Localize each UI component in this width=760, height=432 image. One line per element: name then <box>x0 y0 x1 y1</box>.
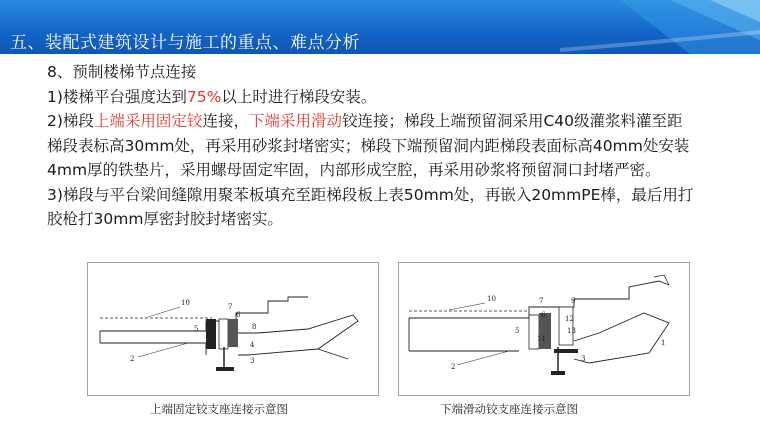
slide-title: 五、装配式建筑设计与施工的重点、难点分析 <box>10 33 360 53</box>
header-decoration <box>560 0 760 54</box>
p2-text-e: 铰连接；梯段上端预留洞采用C40级灌浆料灌至距 <box>341 112 683 130</box>
fig2-label-9: 9 <box>571 297 576 305</box>
p2-highlight-lower: 下端采用滑动 <box>248 112 342 130</box>
fig2-label-1: 1 <box>661 339 666 347</box>
p2-text-a: 2)梯段 <box>47 112 94 130</box>
fig1-label-10: 10 <box>181 299 190 307</box>
fig1-label-4: 4 <box>250 341 255 349</box>
p1-text-c: 以上时进行梯段安装。 <box>221 87 377 106</box>
fig1-label-2: 2 <box>130 355 135 363</box>
fig1-label-7: 7 <box>228 303 233 311</box>
paragraph-1 <box>47 85 737 110</box>
lower-hinge-drawing <box>399 263 689 395</box>
lower-sliding-hinge-diagram <box>398 262 690 396</box>
paragraph-2-line-2: 梯段表标高30mm处，再采用砂浆封堵密实；梯段下端预留洞内距梯段表面标高40mm处安装 <box>47 136 690 155</box>
slide-header <box>0 0 760 54</box>
figure-1-caption: 上端固定铰支座连接示意图 <box>150 402 288 416</box>
fig2-label-6: 6 <box>541 311 546 319</box>
fig2-label-12: 12 <box>565 315 574 323</box>
paragraph-3-line-2: 胶枪打30mm厚密封胶封堵密实。 <box>47 210 283 228</box>
fig2-label-3: 3 <box>581 355 586 363</box>
fig1-label-8: 8 <box>252 323 257 331</box>
upper-hinge-drawing <box>88 263 378 395</box>
p2-text-c: 连接， <box>202 112 249 130</box>
paragraph-2-line-1 <box>47 109 737 134</box>
fig2-label-2: 2 <box>451 363 456 371</box>
fig2-label-5: 5 <box>515 327 520 335</box>
fig1-label-6: 6 <box>236 311 241 319</box>
p1-highlight-percent: 75% <box>186 87 222 106</box>
figure-2-caption: 下端滑动铰支座连接示意图 <box>440 402 578 416</box>
upper-fixed-hinge-diagram <box>87 262 379 396</box>
p1-text-a: 1)楼梯平台强度达到 <box>47 87 187 106</box>
section-heading: 8、预制楼梯节点连接 <box>47 63 197 81</box>
fig2-label-13: 13 <box>567 327 576 335</box>
fig2-label-7: 7 <box>539 297 544 305</box>
p2-highlight-upper: 上端采用固定铰 <box>93 112 203 130</box>
paragraph-3-line-1: 3)梯段与平台梁间缝隙用聚苯板填充至距梯段板上表50mm处，再嵌入20mmPE棒，最后用打 <box>47 185 694 204</box>
fig2-label-10: 10 <box>487 295 496 303</box>
fig1-label-5: 5 <box>194 325 199 333</box>
fig1-label-3: 3 <box>250 357 255 365</box>
paragraph-2-line-3: 4mm厚的铁垫片，采用螺母固定牢固，内部形成空腔，再采用砂浆将预留洞口封堵严密。 <box>47 161 661 179</box>
fig2-label-11: 11 <box>537 335 546 343</box>
slide-body <box>47 60 737 232</box>
